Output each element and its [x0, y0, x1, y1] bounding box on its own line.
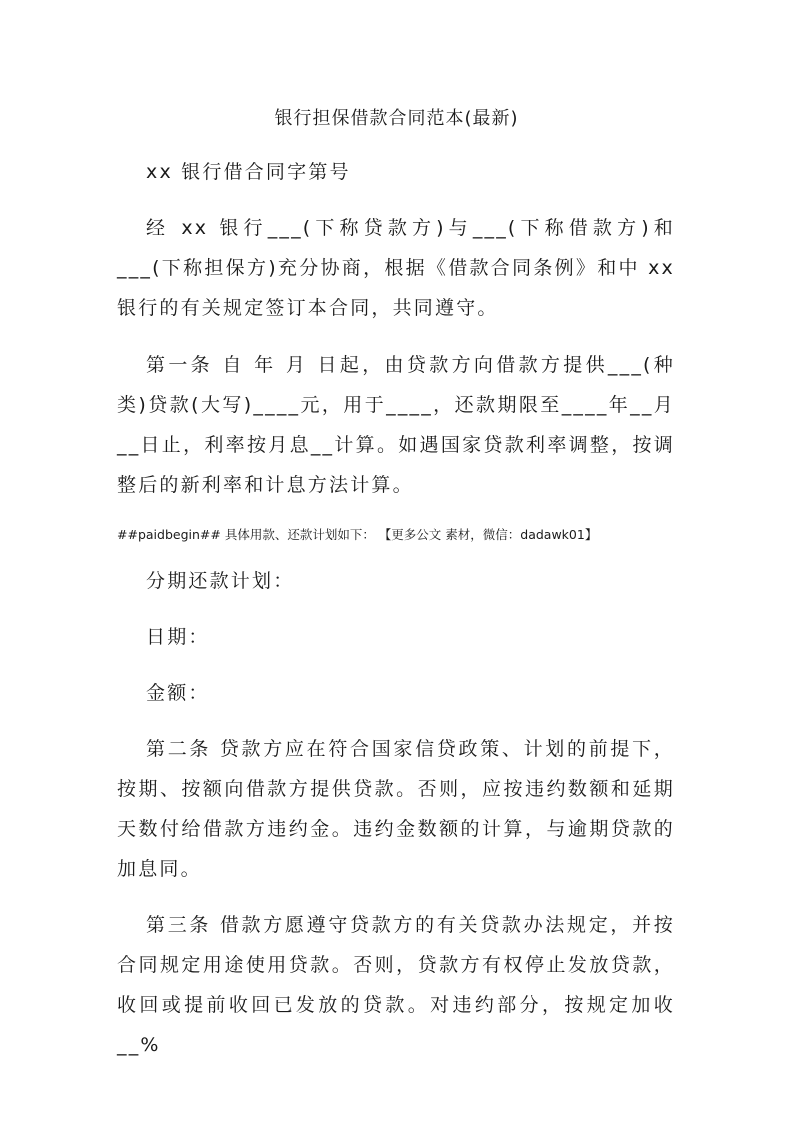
article-1-paragraph: 第一条 自 年 月 日起，由贷款方向借款方提供___(种类)贷款(大写)____元，用于____，还款期限至____年__月__日止，利率按月息__计算。如遇国家贷款利率调整，按调整后的新利率和计息方法计算。 [117, 354, 675, 496]
document-title: 银行担保借款合同范本(最新) [274, 108, 519, 129]
date-label: 日期： [146, 626, 210, 648]
installment-plan-heading: 分期还款计划： [146, 570, 295, 592]
article-2-paragraph: 第二条 贷款方应在符合国家信贷政策、计划的前提下，按期、按额向借款方提供贷款。否则，应按违约数额和延期天数付给借款方违约金。违约金数额的计算，与逾期贷款的加息同。 [117, 738, 675, 880]
preamble-paragraph: 经 xx 银行___(下称贷款方)与___(下称借款方)和___(下称担保方)充分协商，根据《借款合同条例》和中 xx 银行的有关规定签订本合同，共同遵守。 [117, 217, 675, 319]
article-3-paragraph: 第三条 借款方愿遵守贷款方的有关贷款办法规定，并按合同规定用途使用贷款。否则，贷款方有权停止发放贷款，收回或提前收回已发放的贷款。对违约部分，按规定加收__% [117, 914, 675, 1056]
contract-number: xx 银行借合同字第号 [146, 161, 351, 183]
plan-notice: ##paidbegin## 具体用款、还款计划如下： 【更多公文 素材，微信：dadawk01】 [117, 527, 598, 542]
amount-label: 金额： [146, 682, 210, 704]
